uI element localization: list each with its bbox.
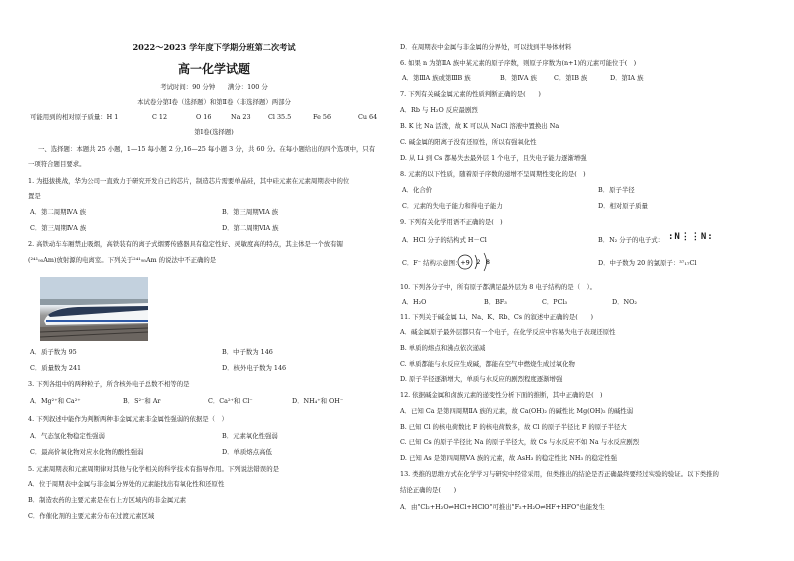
instructions-line: 一项符合题目要求。 [28, 160, 86, 168]
question-13-stem: 13. 类推的思维方式在化学学习与研究中经常采用，但类推出的结论是否正确最终要经过实验的验证。以下类推的 [400, 470, 719, 478]
q9-option-c: C．F⁻ 结构示意图： [402, 259, 462, 267]
atomic-mass: O 16 [196, 113, 212, 121]
q2-option-c: C．质量数为 241 [30, 364, 82, 372]
question-1-stem: 置是 [28, 192, 41, 200]
q9-option-b: B．N₂ 分子的电子式： [598, 236, 665, 244]
q4-option-c: C．最高价氧化物对应水化物的酸性强弱 [30, 448, 144, 456]
question-4-stem: 4. 下列叙述中能作为判断两种非金属元素非金属性强弱的依据是（ ） [28, 415, 228, 423]
atomic-mass: Cu 64 [358, 113, 378, 121]
q4-option-d: D．单质熔点高低 [222, 448, 272, 456]
q8-option-c: C．元素的失电子能力和得电子能力 [402, 202, 503, 210]
question-7-stem: 7. 下列有关碱金属元素的性质判断正确的是( ) [400, 90, 541, 98]
question-2-stem: 2. 高铁动车车厢禁止吸烟，高铁装有的离子式烟雾传感器具有稳定性好、灵敏度高的特点，其主体是一个放有镅 [28, 240, 343, 248]
q2-option-a: A．质子数为 95 [30, 348, 77, 356]
q1-option-a: A．第二周期ⅣA 族 [30, 208, 86, 216]
q5-option-c: C．作催化剂的主要元素分布在过渡元素区域 [28, 512, 155, 520]
atomic-mass-label: 可能用到的相对原子质量：H 1 [30, 113, 119, 121]
shell-2-electrons: 8 [486, 259, 490, 266]
q10-option-a: A．H₂O [402, 298, 427, 306]
q9-option-a: A．HCl 分子的结构式 H－Cl [402, 236, 487, 244]
q11-option-d: D. 原子半径逐渐增大，单质与水反应的剧烈程度逐渐增强 [400, 375, 563, 383]
shell-1-electrons: 2 [476, 259, 481, 266]
q1-option-d: D．第二周期ⅥA 族 [222, 224, 279, 232]
exam-header: 2022～2023 学年度下学期分班第二次考试 [132, 42, 296, 52]
instructions-line: 一、选择题：本题共 25 小题，1—15 每小题 2 分,16—25 每小题 3 分，共 60 分。在每小题给出的四个选项中，只有 [38, 145, 376, 153]
q3-option-c: C．Ca²⁺和 Cl⁻ [208, 397, 253, 405]
q9-option-d: D．中子数为 20 的氯原子：³⁷₁₇Cl [598, 259, 697, 267]
q5-option-d: D．在周期表中金属与非金属的分界处，可以找到半导体材料 [400, 43, 572, 51]
high-speed-train-photo [40, 277, 148, 341]
question-2-stem: (²⁴¹₉₅Am)放射源的电离室。下列关于²⁴¹₉₅Am 的说法中不正确的是 [28, 256, 217, 264]
atomic-mass: Fe 56 [313, 113, 332, 121]
question-9-stem: 9. 下列有关化学用语不正确的是( ) [400, 218, 503, 226]
q12-option-b: B. 已知 Cl 的核电荷数比 F 的核电荷数多，故 Cl 的原子半径比 F 的原子半径大 [400, 423, 627, 431]
fluoride-ion-structure-diagram [456, 250, 496, 274]
question-1-stem: 1. 为挺拔挑战，华为公司一直致力于研究开发自己的芯片，制造芯片需要单晶硅，其中硅元素在元素周期表中的位 [28, 177, 350, 185]
q4-option-a: A．气态氢化物稳定性强弱 [30, 432, 105, 440]
q11-option-c: C. 单质都能与水反应生成碱，都能在空气中燃烧生成过氧化物 [400, 360, 575, 368]
q11-option-b: B. 单质的熔点和沸点依次递减 [400, 344, 486, 352]
question-12-stem: 12. 依据碱金属和卤族元素的递变性分析下面的推断，其中正确的是( ) [400, 391, 603, 399]
n2-electron-dot-formula: :N⋮⋮N: [668, 232, 714, 242]
q7-option-d: D. 从 Li 到 Cs 都易失去最外层 1 个电子，且失电子能力逐渐增强 [400, 154, 587, 162]
question-5-stem: 5. 元素周期表和元素周期律对其他与化学相关的科学技术有指导作用。下列说法错误的是 [28, 465, 279, 473]
paper-structure: 本试卷分第Ⅰ卷（选择题）和第Ⅱ卷（非选择题）两部分 [137, 98, 291, 106]
q3-option-d: D．NH₄⁺和 OH⁻ [292, 397, 344, 405]
q6-option-c: C．第ⅠB 族 [554, 74, 588, 82]
part1-heading: 第Ⅰ卷(选择题) [194, 128, 234, 136]
question-11-stem: 11. 下列关于碱金属 Li、Na、K、Rb、Cs 的叙述中正确的是( ) [400, 313, 593, 321]
q12-option-a: A．已知 Ca 是第四周期ⅡA 族的元素，故 Ca(OH)₂ 的碱性比 Mg(OH)₂ 的碱性弱 [400, 407, 634, 415]
q10-option-c: C．PCl₃ [542, 298, 568, 306]
question-8-stem: 8. 元素的以下性质，随着原子序数的递增不呈周期性变化的是( ) [400, 170, 586, 178]
q8-option-a: A．化合价 [402, 186, 433, 194]
time-score: 考试时间：90 分钟 满分：100 分 [160, 83, 268, 91]
q7-option-a: A．Rb 与 H₂O 反应最剧烈 [400, 106, 478, 114]
q10-option-d: D．NO₂ [612, 298, 637, 306]
ion-nucleus-charge: +9 [460, 258, 470, 267]
atomic-mass: C 12 [152, 113, 168, 121]
atomic-mass: Cl 35.5 [268, 113, 292, 121]
q3-option-a: A．Mg²⁺和 Ca²⁺ [30, 397, 81, 405]
question-13-stem: 结论正确的是( ) [400, 486, 457, 494]
right-column [400, 0, 772, 561]
q8-option-b: B．原子半径 [598, 186, 635, 194]
question-6-stem: 6. 如果 n 为第ⅡA 族中某元素的原子序数，则原子序数为(n+1)的元素可能位于( ) [400, 59, 637, 67]
q6-option-d: D．第ⅠA 族 [610, 74, 644, 82]
question-3-stem: 3. 下列各组中的两种粒子，所含核外电子总数不相等的是 [28, 380, 190, 388]
q12-option-c: C. 已知 Cs 的原子半径比 Na 的原子半径大，故 Cs 与水反应不如 Na 与水反应剧烈 [400, 438, 640, 446]
q5-option-a: A．位于周期表中金属与非金属分界处的元素能找出有氧化性和还原性 [28, 480, 225, 488]
exam-title: 高一化学试题 [177, 62, 250, 76]
left-column [28, 0, 400, 561]
atomic-mass: Na 23 [231, 113, 251, 121]
q12-option-d: D. 已知 As 是第四周期ⅤA 族的元素，故 AsH₃ 的稳定性比 NH₃ 的稳定性强 [400, 454, 618, 462]
q2-option-d: D．核外电子数为 146 [222, 364, 287, 372]
q7-option-c: C. 碱金属的阳离子没有还原性，所以有强氧化性 [400, 138, 537, 146]
q1-option-c: C．第三周期ⅣA 族 [30, 224, 87, 232]
q3-option-b: B．S²⁻和 Ar [123, 397, 161, 405]
q13-option-a: A．由"Cl₂+H₂O⇌HCl+HClO"可推出"F₂+H₂O⇌HF+HFO"也能发生 [400, 503, 605, 511]
q1-option-b: B．第三周期ⅥA 族 [222, 208, 279, 216]
question-10-stem: 10. 下列各分子中，所有原子都满足最外层为 8 电子结构的是（ ）。 [400, 283, 597, 291]
q10-option-b: B．BF₃ [484, 298, 507, 306]
q8-option-d: D．相对原子质量 [598, 202, 648, 210]
q4-option-b: B．元素氧化性强弱 [222, 432, 278, 440]
q7-option-b: B. K 比 Na 活泼，故 K 可以从 NaCl 溶液中置换出 Na [400, 122, 560, 130]
q2-option-b: B．中子数为 146 [222, 348, 273, 356]
q5-option-b: B．制造农药的主要元素是在右上方区域内的非金属元素 [28, 496, 187, 504]
q6-option-b: B．第ⅣA 族 [500, 74, 537, 82]
q11-option-a: A．碱金属原子最外层都只有一个电子，在化学反应中容易失电子表现还原性 [400, 328, 616, 336]
q6-option-a: A．第ⅢA 族或第ⅢB 族 [402, 74, 471, 82]
